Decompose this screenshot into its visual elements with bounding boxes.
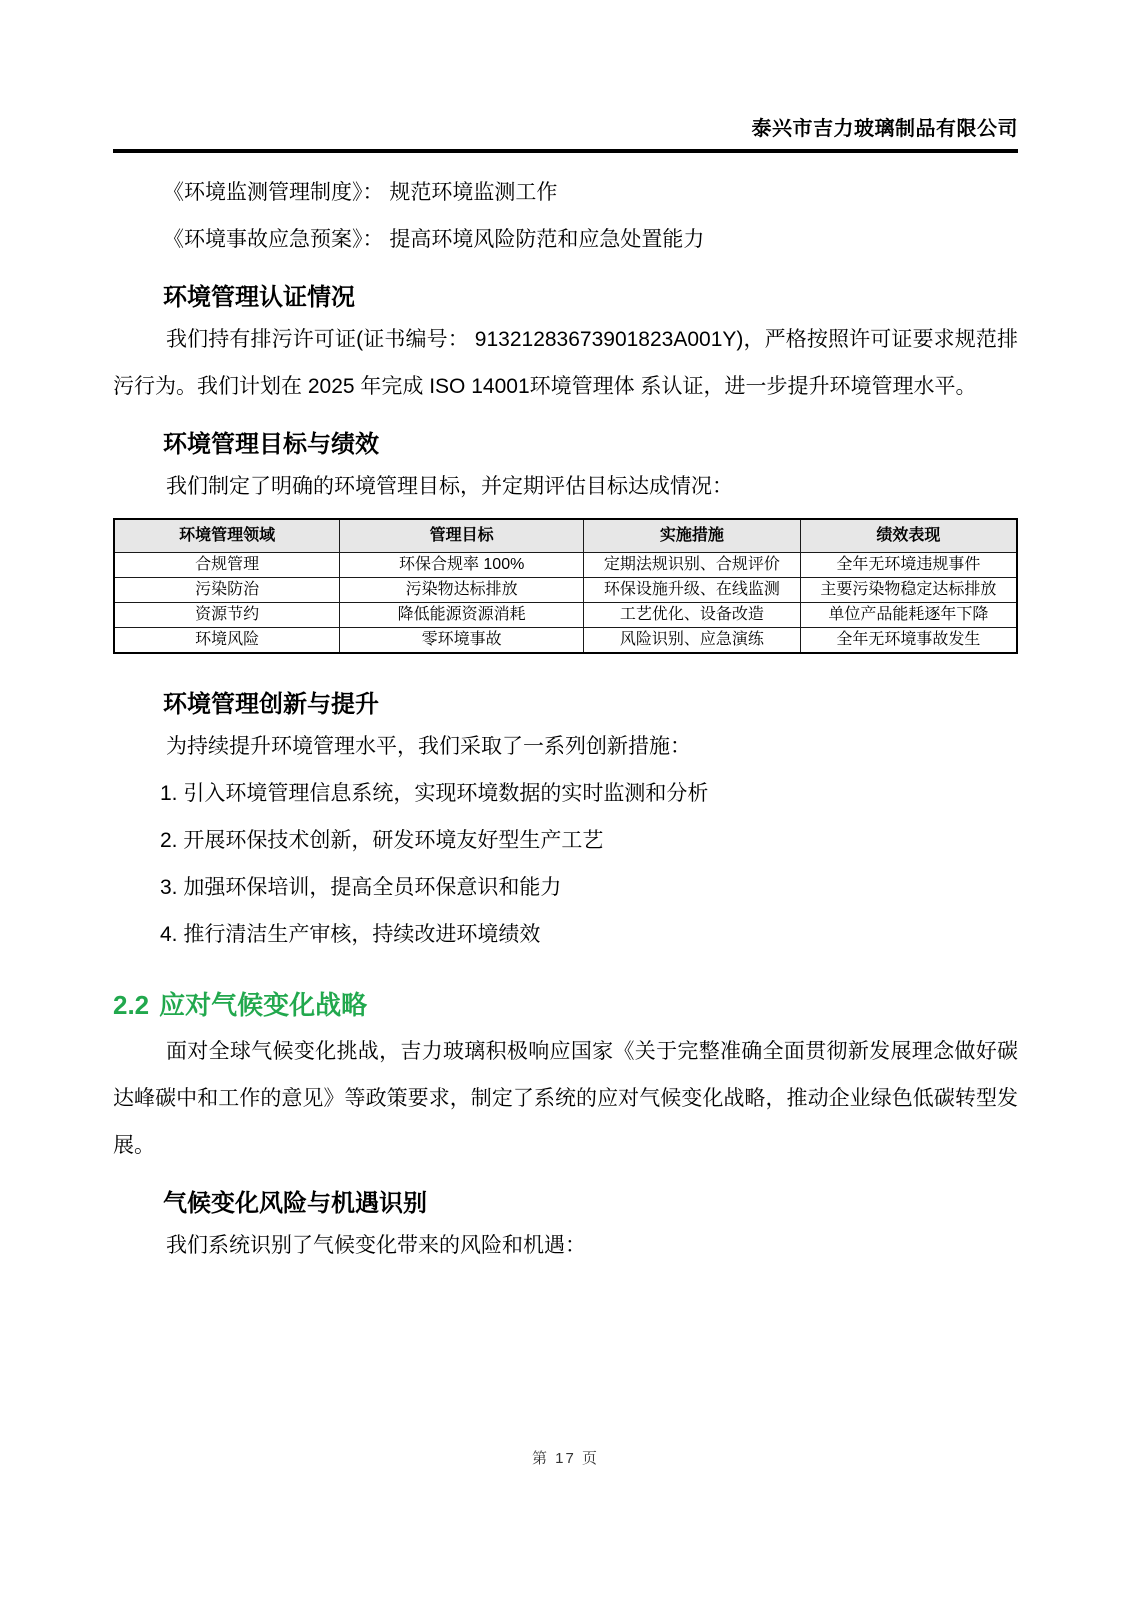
table-header-cell: 管理目标 bbox=[340, 519, 584, 553]
table-header-cell: 实施措施 bbox=[584, 519, 801, 553]
heading-certification: 环境管理认证情况 bbox=[163, 284, 355, 311]
table-cell: 环保设施升级、在线监测 bbox=[584, 578, 801, 603]
table-cell: 环保合规率 100% bbox=[340, 553, 584, 578]
table-cell: 工艺优化、设备改造 bbox=[584, 603, 801, 628]
table-cell: 资源节约 bbox=[114, 603, 340, 628]
table-cell: 风险识别、应急演练 bbox=[584, 628, 801, 654]
table-header-row bbox=[114, 519, 1017, 553]
table-cell: 污染防治 bbox=[114, 578, 340, 603]
table-row bbox=[114, 628, 1017, 654]
table-cell: 全年无环境事故发生 bbox=[800, 628, 1017, 654]
certification-paragraph: 我们持有排污许可证(证书编号： 91321283673901823A001Y)，严格按照许可证要求规范排污行为。我们计划在 2025 年完成 ISO 14001环境管理体 系认证，进一步提升环境管理水平。 bbox=[113, 328, 1018, 398]
table-header-cell: 环境管理领域 bbox=[114, 519, 340, 553]
environment-goals-table bbox=[113, 518, 1018, 654]
policy-line-monitoring: 《环境监测管理制度》： 规范环境监测工作 bbox=[163, 181, 558, 204]
table-cell: 环境风险 bbox=[114, 628, 340, 654]
table-row bbox=[114, 603, 1017, 628]
table-row bbox=[114, 553, 1017, 578]
table-cell: 合规管理 bbox=[114, 553, 340, 578]
header-rule bbox=[113, 149, 1018, 153]
policy-line-emergency: 《环境事故应急预案》： 提高环境风险防范和应急处置能力 bbox=[163, 228, 705, 251]
goals-intro-paragraph: 我们制定了明确的环境管理目标，并定期评估目标达成情况： bbox=[166, 475, 733, 498]
heading-innovation: 环境管理创新与提升 bbox=[163, 691, 379, 718]
section-number: 2.2 bbox=[113, 990, 150, 1020]
list-item: 2. 开展环保技术创新，研发环境友好型生产工艺 bbox=[160, 829, 604, 852]
section-title: 应对气候变化战略 bbox=[159, 990, 368, 1020]
table-cell: 定期法规识别、合规评价 bbox=[584, 553, 801, 578]
table-cell: 主要污染物稳定达标排放 bbox=[800, 578, 1017, 603]
page-number: 第 17 页 bbox=[531, 1450, 600, 1467]
heading-goals-performance: 环境管理目标与绩效 bbox=[163, 431, 379, 458]
table-cell: 单位产品能耗逐年下降 bbox=[800, 603, 1017, 628]
table-cell: 降低能源资源消耗 bbox=[340, 603, 584, 628]
list-item: 4. 推行清洁生产审核，持续改进环境绩效 bbox=[160, 923, 541, 946]
heading-climate-risk: 气候变化风险与机遇识别 bbox=[163, 1190, 427, 1217]
list-item: 1. 引入环境管理信息系统，实现环境数据的实时监测和分析 bbox=[160, 782, 709, 805]
heading-climate-strategy bbox=[113, 988, 1018, 1022]
header-company-name: 泰兴市吉力玻璃制品有限公司 bbox=[751, 118, 1018, 140]
table-cell: 零环境事故 bbox=[340, 628, 584, 654]
innovation-intro-paragraph: 为持续提升环境管理水平，我们采取了一系列创新措施： bbox=[166, 735, 691, 758]
list-item: 3. 加强环保培训，提高全员环保意识和能力 bbox=[160, 876, 562, 899]
table-row bbox=[114, 578, 1017, 603]
table-cell: 全年无环境违规事件 bbox=[800, 553, 1017, 578]
risk-intro-paragraph: 我们系统识别了气候变化带来的风险和机遇： bbox=[166, 1234, 586, 1257]
table-header-cell: 绩效表现 bbox=[800, 519, 1017, 553]
table-cell: 污染物达标排放 bbox=[340, 578, 584, 603]
climate-paragraph: 面对全球气候变化挑战，吉力玻璃积极响应国家《关于完整准确全面贯彻新发展理念做好碳达峰碳中和工作的意见》等政策要求，制定了系统的应对气候变化战略，推动企业绿色低碳转型发展。 bbox=[113, 1040, 1018, 1157]
